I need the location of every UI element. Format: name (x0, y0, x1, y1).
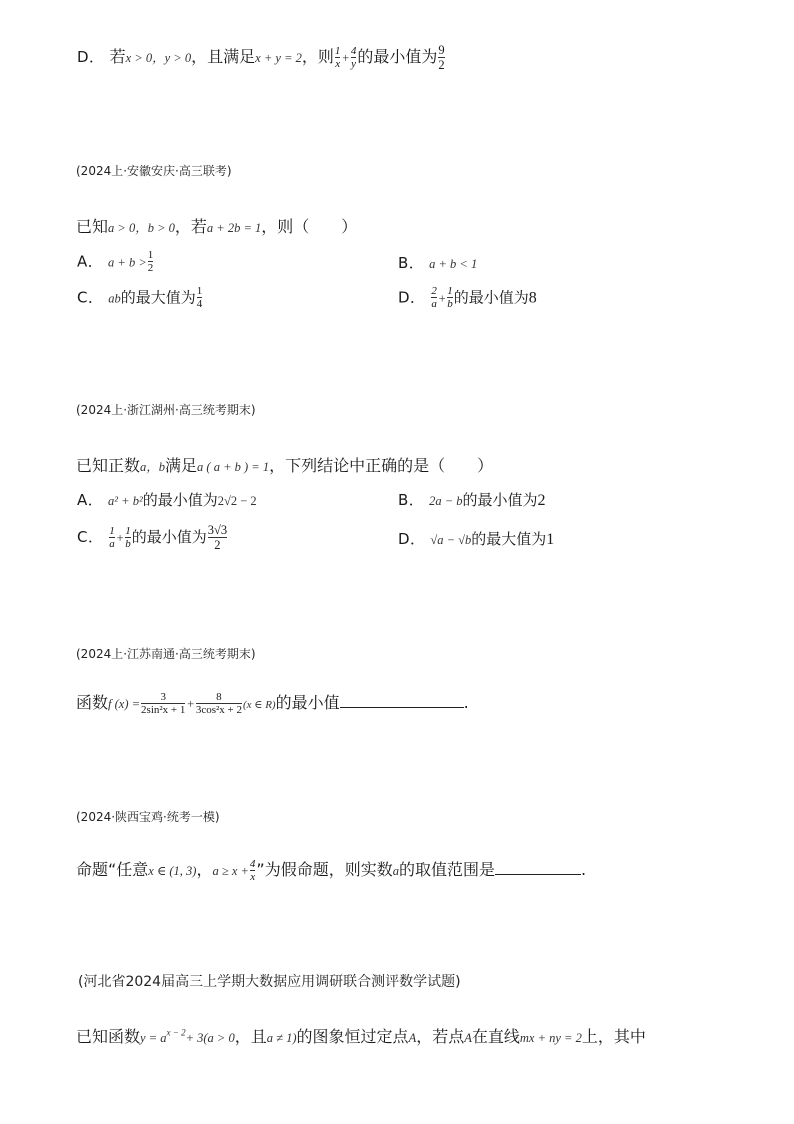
math-expr: a ≠ 1) (266, 1031, 297, 1045)
q2-source: (2024上·安徽安庆·高三联考) (76, 164, 232, 178)
text: 的图象恒过定点 (296, 1027, 409, 1046)
fraction (109, 526, 115, 550)
numerator: 3√3 (207, 523, 228, 537)
math-expr: y > 0 (164, 51, 192, 65)
text: ，则 (301, 47, 334, 66)
q2-option-a[interactable] (77, 250, 154, 274)
q2-option-d[interactable] (398, 286, 537, 310)
q3-option-a[interactable] (77, 489, 257, 510)
q2-option-c[interactable] (77, 286, 203, 310)
text: 若 (109, 47, 126, 66)
denominator: b (125, 537, 131, 550)
math-expr: a² + b² (108, 494, 143, 508)
math-op: + (186, 697, 195, 711)
math-expr: a + 2b = 1 (206, 221, 262, 235)
q1-option-d (77, 44, 446, 71)
numerator: 1 (447, 285, 453, 297)
numerator: 1 (109, 524, 115, 537)
q3-option-d[interactable] (398, 528, 554, 549)
option-label: C． (77, 288, 104, 307)
text: ”为假命题，则实数 (256, 860, 393, 879)
math-op: + (437, 291, 447, 306)
numerator: 1 (147, 249, 154, 261)
fraction (197, 286, 203, 310)
q6-source: (河北省2024届高三上学期大数据应用调研联合测评数学试题) (78, 974, 461, 990)
numerator: 2 (431, 285, 437, 297)
text: 上，其中 (581, 1027, 646, 1046)
math-op: + (115, 531, 125, 545)
text: 在直线 (471, 1027, 520, 1046)
text: ，下列结论中正确的是（ ） (269, 456, 494, 475)
text: 命题“任意 (76, 860, 149, 879)
q5-source: (2024·陕西宝鸡·统考一模) (76, 810, 220, 824)
denominator: y (351, 57, 357, 70)
math-expr: x ∈ (1, 3) (148, 864, 197, 878)
exponent: x − 2 (166, 1027, 186, 1038)
fraction (141, 692, 185, 716)
answer-blank[interactable] (340, 695, 464, 708)
math-expr: a，b (140, 460, 166, 474)
text: 的最大值为 (471, 530, 547, 548)
denominator: x (335, 57, 341, 70)
option-label: A． (77, 491, 104, 509)
fraction (431, 286, 437, 310)
text: ，若 (174, 217, 207, 236)
numerator: 4 (249, 857, 256, 870)
text: ，且满足 (191, 47, 256, 66)
math-expr: x + y = 2 (255, 51, 302, 65)
q6-stem (76, 1024, 646, 1047)
q3-stem (76, 453, 493, 476)
q2-option-b[interactable] (398, 252, 477, 273)
text: 的最小值为 (142, 491, 218, 509)
option-label: D． (398, 288, 426, 307)
math-expr: 2a − b (429, 494, 463, 508)
fraction (335, 46, 341, 70)
fraction (148, 250, 154, 274)
denominator: 2 (438, 57, 445, 72)
numerator: 3 (160, 690, 166, 703)
denominator: 3cos²x + 2 (195, 703, 242, 716)
denominator: 2 (208, 537, 227, 552)
math-expr: a + b < 1 (429, 257, 478, 271)
option-label: A． (77, 252, 104, 271)
q3-option-b[interactable] (398, 489, 546, 510)
math-expr: a (392, 864, 399, 878)
option-label: C． (77, 528, 104, 546)
fraction (351, 46, 357, 70)
text: 的最小值为 (357, 47, 438, 66)
numerator: 4 (350, 44, 357, 57)
value: 1 (546, 531, 555, 548)
math-expr: A (408, 1031, 417, 1045)
math-expr: (x ∈ R) (243, 699, 276, 711)
text: ， (196, 860, 213, 879)
text: 的取值范围是 (398, 860, 495, 879)
fraction (250, 859, 256, 883)
q4-source: (2024上·江苏南通·高三统考期末) (76, 647, 256, 661)
q2-stem (76, 214, 357, 237)
value: 8 (528, 289, 537, 307)
option-label: B． (398, 254, 425, 272)
math-expr: x > 0， (125, 51, 165, 65)
text: 函数 (76, 693, 109, 712)
text: 的最小值为 (453, 288, 529, 307)
text: ，且 (234, 1027, 267, 1046)
math-expr: mx + ny = 2 (519, 1031, 582, 1045)
denominator: 4 (196, 298, 203, 310)
math-expr: √a − √b (430, 533, 472, 547)
fraction (125, 526, 131, 550)
numerator: 9 (438, 43, 445, 57)
q5-stem (76, 857, 586, 883)
math-expr: + 3(a > 0 (185, 1031, 235, 1045)
numerator: 1 (196, 285, 203, 297)
math-expr: a + b > (108, 255, 147, 270)
text: ，若点 (416, 1027, 465, 1046)
fraction (447, 286, 453, 310)
fraction (438, 44, 444, 71)
value: 2 (537, 492, 546, 509)
denominator: x (250, 870, 256, 883)
q3-source: (2024上·浙江湖州·高三统考期末) (76, 403, 256, 417)
answer-blank[interactable] (495, 862, 581, 875)
option-label: D． (398, 530, 426, 548)
text: 的最小值为 (131, 528, 207, 546)
q4-stem (76, 690, 469, 716)
text: ，则（ ） (261, 217, 358, 236)
fraction (208, 524, 227, 551)
math-expr: ab (108, 291, 121, 306)
option-label: B． (398, 491, 425, 509)
q3-option-c[interactable] (77, 524, 228, 551)
text: . (463, 693, 469, 712)
math-expr: a ( a + b ) = 1 (197, 460, 270, 474)
numerator: 1 (125, 524, 131, 537)
math-expr: y = a (140, 1031, 167, 1045)
text: 已知 (76, 217, 109, 236)
text: 的最小值为 (462, 491, 538, 509)
denominator: b (447, 298, 453, 310)
text: 的最小值 (275, 693, 340, 712)
math-expr: a > 0，b > 0 (108, 221, 175, 235)
denominator: 2sin²x + 1 (141, 703, 186, 716)
math-value: 2√2 − 2 (217, 494, 257, 508)
numerator: 8 (216, 690, 222, 703)
math-expr: f (x) = (108, 697, 141, 711)
text: . (580, 860, 587, 879)
fraction (196, 692, 242, 716)
numerator: 1 (334, 44, 341, 57)
text: 满足 (165, 456, 198, 475)
math-op: + (341, 51, 350, 65)
text: 的最大值为 (120, 288, 196, 307)
denominator: a (431, 298, 437, 310)
text: 已知正数 (76, 456, 141, 475)
option-label: D． (77, 48, 105, 66)
math-expr: a ≥ x + (212, 864, 249, 878)
math-expr: A (464, 1031, 472, 1045)
denominator: 2 (147, 262, 154, 274)
denominator: a (109, 537, 115, 550)
text: 已知函数 (76, 1027, 141, 1046)
